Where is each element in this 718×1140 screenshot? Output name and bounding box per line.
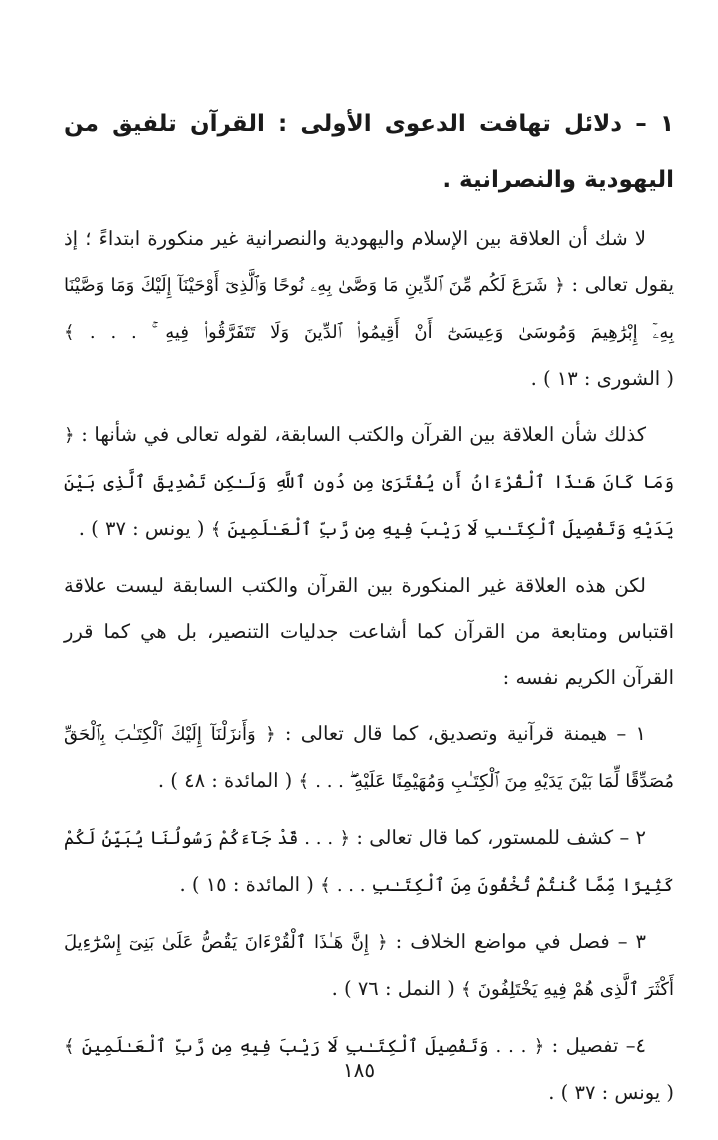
quran-verse: شَرَعَ لَكُم مِّنَ ٱلدِّينِ مَا وَصَّىٰ بِهِۦ نُوحًا وَٱلَّذِىٓ أَوْحَيْنَآ إِلَيْكَ وَمَا وَصَّيْنَا بِهِۦٓ إِبْرَٰهِيمَ وَمُوسَىٰ وَعِيسَىٰٓ أَنْ أَقِيمُوا۟ ٱلدِّينَ وَلَا تَتَفَرَّقُوا۟ فِيهِ ۚ . . . bbox=[64, 275, 675, 343]
list-item-text: ٤– تفصيل : bbox=[551, 1034, 647, 1057]
quran-open-bracket: ﴿ bbox=[339, 828, 351, 849]
quran-open-bracket: ﴿ bbox=[377, 932, 388, 953]
quran-verse: إِنَّ هَـٰذَا ٱلْقُرْءَانَ يَقُصُّ عَلَىٰ بَنِىٓ إِسْرَٰٓءِيلَ أَكْثَرَ ٱلَّذِى هُمْ فِيهِ يَخْتَلِفُونَ bbox=[64, 932, 674, 1000]
page-body bbox=[64, 96, 674, 1126]
paragraph-not-borrowing bbox=[64, 563, 674, 701]
page-number: ١٨٥ bbox=[342, 1058, 376, 1082]
verse-reference: ( يونس : ٣٧ ) . bbox=[78, 517, 205, 540]
quran-verse: . . . وَتَفْصِيلَ ٱلْكِتَـٰبِ لَا رَيْبَ فِيهِ مِن رَّبِّ ٱلْعَـٰلَمِينَ bbox=[81, 1036, 527, 1057]
paragraph-relation-books bbox=[64, 412, 674, 553]
list-item-text: ١ – هيمنة قرآنية وتصديق، كما قال تعالى : bbox=[284, 722, 646, 745]
quran-verse: وَأَنزَلْنَآ إِلَيْكَ ٱلْكِتَـٰبَ بِٱلْحَقِّ مُصَدِّقًا لِّمَا بَيْنَ يَدَيْهِ مِنَ ٱلْكِتَـٰبِ وَمُهَيْمِنًا عَلَيْهِ ۖ . . . bbox=[64, 724, 674, 792]
section-heading: ١ – دلائل تهافت الدعوى الأولى : القرآن تلفيق من اليهودية والنصرانية . bbox=[64, 111, 674, 193]
quran-open-bracket: ﴿ bbox=[64, 425, 75, 446]
paragraph-text: لكن هذه العلاقة غير المنكورة بين القرآن والكتب السابقة ليست علاقة اقتباس ومتابعة من القرآن كما أشاعت جدليات التنصير، بل هي كما قرر القرآن الكريم نفسه : bbox=[64, 574, 674, 689]
list-item-text: ٣ – فصل في مواضع الخلاف : bbox=[395, 930, 646, 953]
paragraph-text: لا شك أن العلاقة بين الإسلام واليهودية والنصرانية غير منكورة ابتداءً ؛ إذ يقول تعالى : bbox=[64, 227, 675, 296]
list-item-revealing bbox=[64, 815, 674, 909]
verse-reference: ( يونس : ٣٧ ) . bbox=[548, 1081, 674, 1104]
verse-reference: ( المائدة : ٤٨ ) . bbox=[157, 769, 293, 792]
verse-reference: ( المائدة : ١٥ ) . bbox=[179, 873, 314, 896]
quran-close-bracket: ﴾ bbox=[64, 322, 75, 343]
quran-close-bracket: ﴾ bbox=[210, 519, 222, 540]
quran-close-bracket: ﴾ bbox=[298, 771, 310, 792]
paragraph-relation-religions bbox=[64, 216, 674, 402]
verse-reference: ( الشورى : ١٣ ) . bbox=[530, 367, 674, 390]
quran-close-bracket: ﴾ bbox=[64, 1036, 75, 1057]
quran-open-bracket: ﴿ bbox=[533, 1036, 545, 1057]
list-item-judgement bbox=[64, 919, 674, 1013]
paragraph-text: كذلك شأن العلاقة بين القرآن والكتب السابقة، لقوله تعالى في شأنها : bbox=[81, 423, 647, 446]
list-item-dominance bbox=[64, 711, 674, 805]
quran-close-bracket: ﴾ bbox=[320, 875, 331, 896]
quran-close-bracket: ﴾ bbox=[461, 979, 472, 1000]
list-item-text: ٢ – كشف للمستور، كما قال تعالى : bbox=[356, 826, 647, 849]
quran-verse: وَمَا كَانَ هَـٰذَا ٱلْقُرْءَانُ أَن يُفْتَرَىٰ مِن دُونِ ٱللَّهِ وَلَـٰكِن تَصْدِيقَ ٱلَّذِى بَيْنَ يَدَيْهِ وَتَفْصِيلَ ٱلْكِتَـٰبِ لَا رَيْبَ فِيهِ مِن رَّبِّ ٱلْعَـٰلَمِينَ bbox=[64, 472, 674, 540]
verse-reference: ( النمل : ٧٦ ) . bbox=[331, 977, 455, 1000]
quran-open-bracket: ﴿ bbox=[265, 724, 276, 745]
quran-open-bracket: ﴿ bbox=[554, 275, 565, 296]
quran-verse: . . . قَدْ جَآءَكُمْ رَسُولُنَا يُبَيِّنُ لَكُمْ كَثِيرًا مِّمَّا كُنتُمْ تُخْفُونَ مِنَ ٱلْكِتَـٰبِ . . . bbox=[64, 828, 674, 896]
